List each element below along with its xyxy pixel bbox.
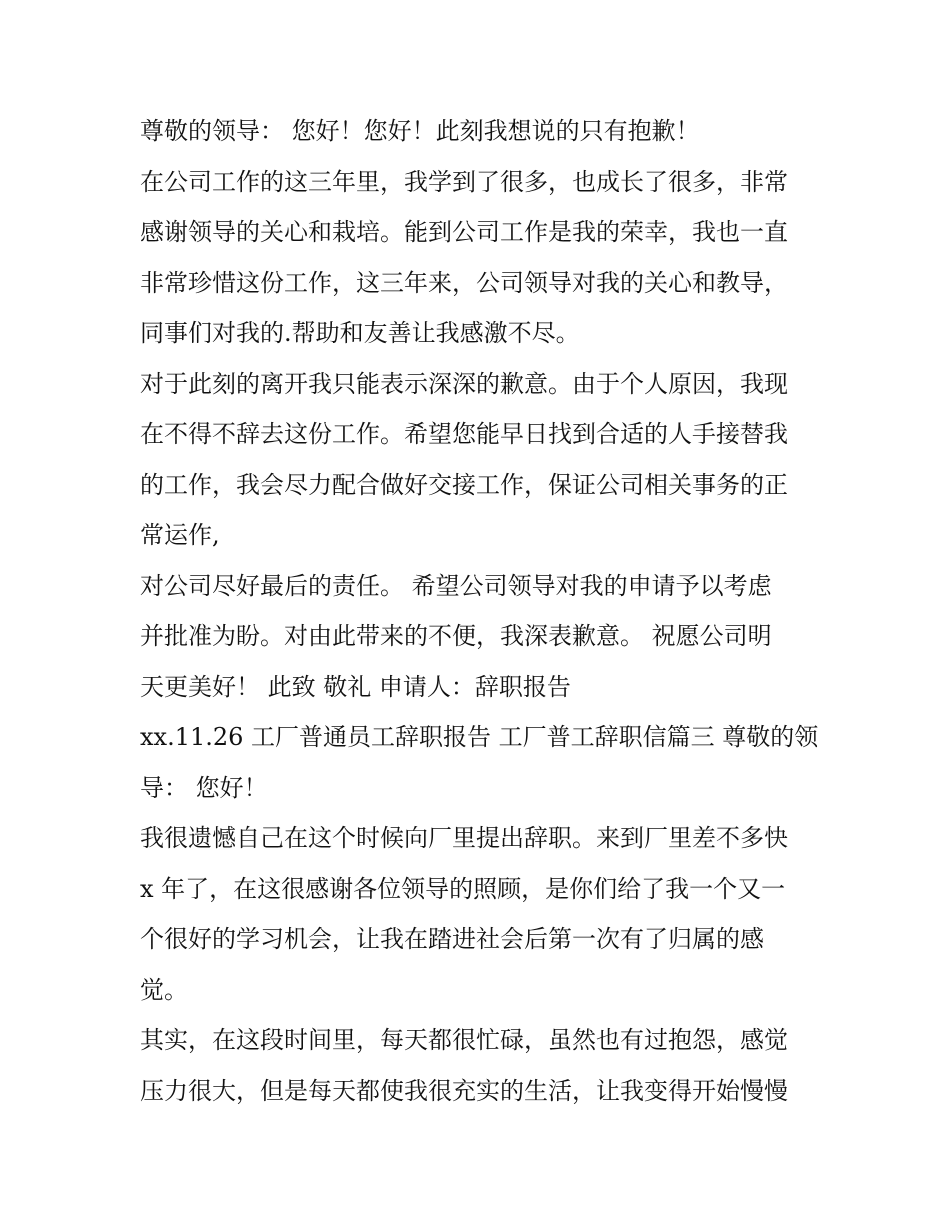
text-line: 常运作, (140, 521, 220, 549)
text-line: xx.11.26 工厂普通员工辞职报告 工厂普工辞职信篇三 尊敬的领 (140, 723, 819, 751)
text-line: 天更美好！ 此致 敬礼 申请人：辞职报告 (140, 672, 571, 701)
text-line: 并批准为盼。对由此带来的不便，我深表歉意。 祝愿公司明 (140, 622, 772, 650)
text-line: x 年了，在这很感谢各位领导的照顾，是你们给了我一个又一 (140, 874, 786, 903)
text-line: 个很好的学习机会，让我在踏进社会后第一次有了归属的感 (140, 925, 764, 953)
text-line: 其实，在这段时间里，每天都很忙碌，虽然也有过抱怨，感觉 (140, 1026, 788, 1054)
text-line: 对于此刻的离开我只能表示深深的歉意。由于个人原因，我现 (140, 369, 788, 398)
document-body (140, 106, 820, 1116)
text-line: 的工作，我会尽力配合做好交接工作，保证公司相关事务的正 (140, 470, 788, 499)
text-line: 感谢领导的关心和栽培。能到公司工作是我的荣幸，我也一直 (140, 218, 788, 246)
text-line: 非常珍惜这份工作，这三年来，公司领导对我的关心和教导， (140, 268, 788, 297)
text-line: 同事们对我的.帮助和友善让我感激不尽。 (140, 319, 580, 347)
text-line: 导： 您好！ (140, 773, 268, 802)
text-line: 对公司尽好最后的责任。 希望公司领导对我的申请予以考虑 (140, 571, 772, 600)
text-line: 我很遗憾自己在这个时候向厂里提出辞职。来到厂里差不多快 (140, 824, 788, 852)
text-line: 压力很大，但是每天都使我很充实的生活，让我变得开始慢慢 (140, 1076, 788, 1105)
text-line: 在公司工作的这三年里，我学到了很多，也成长了很多，非常 (140, 167, 788, 196)
text-line: 尊敬的领导： 您好！您好！此刻我想说的只有抱歉！ (140, 117, 700, 145)
text-line: 在不得不辞去这份工作。希望您能早日找到合适的人手接替我 (140, 420, 788, 448)
text-line: 觉。 (140, 975, 188, 1004)
